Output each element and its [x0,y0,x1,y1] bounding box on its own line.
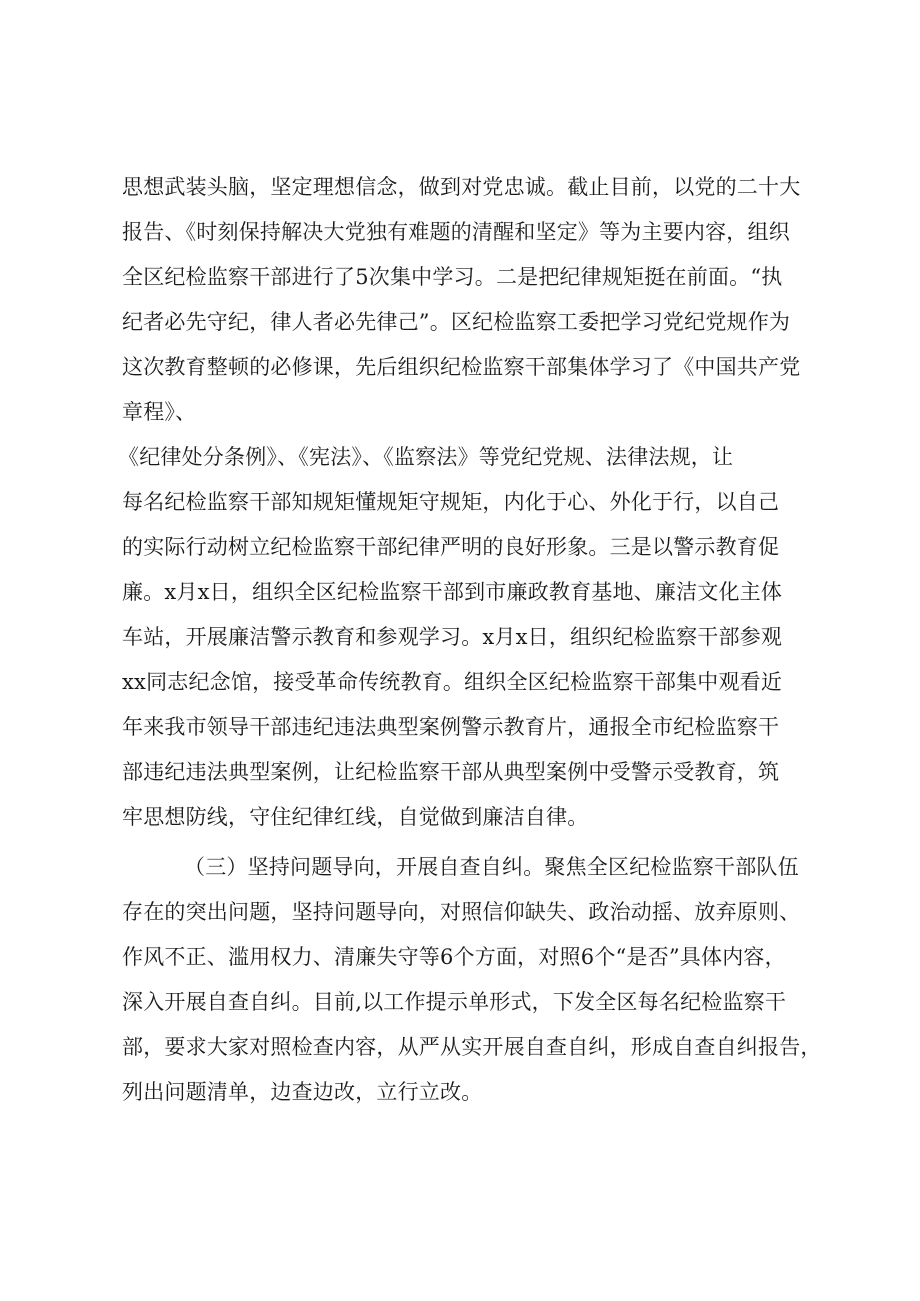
text-line: 存在的突出问题，坚持问题导向，对照信仰缺失、政治动摇、放弃原则、 [122,900,801,924]
text-line: 的实际行动树立纪检监察干部纪律严明的良好形象。三是以警示教育促 [122,535,780,559]
text-line: 列出问题清单，边查边改，立行立改。 [122,1080,483,1104]
text-line: 年来我市领导干部违纪违法典型案例警示教育片，通报全市纪检监察干 [122,715,780,739]
text-line: 全区纪检监察干部进行了5次集中学习。二是把纪律规矩挺在前面。“执 [122,265,783,289]
text-line: 报告、《时刻保持解决大党独有难题的清醒和坚定》等为主要内容，组织 [122,220,790,244]
text-line: 作风不正、滥用权力、清廉失守等6个方面，对照6个“是否”具体内容， [122,945,786,969]
section-heading-line: （三）坚持问题导向，开展自查自纠。聚焦全区纪检监察干部队伍 [184,855,799,879]
text-line: 这次教育整顿的必修课，先后组织纪检监察干部集体学习了《中国共产党 [122,355,801,379]
text-line: 《纪律处分条例》、《宪法》、《监察法》等党纪党规、法律法规，让 [118,445,734,469]
text-line: 部，要求大家对照检查内容，从严从实开展自查自纠，形成自查自纠报告， [122,1035,822,1059]
text-line: 纪者必先守纪，律人者必先律己”。区纪检监察工委把学习党纪党规作为 [122,310,791,334]
text-line: 牢思想防线，守住纪律红线，自觉做到廉洁自律。 [122,805,589,829]
text-line: 部违纪违法典型案例，让纪检监察干部从典型案例中受警示受教育，筑 [122,760,780,784]
text-line: 深入开展自查自纠。目前,以工作提示单形式，下发全区每名纪检监察干 [122,990,787,1014]
text-line: 章程》、 [122,400,197,424]
text-line: 车站，开展廉洁警示教育和参观学习。x月x日，组织纪检监察干部参观 [122,625,783,649]
text-line: 每名纪检监察干部知规矩懂规矩守规矩，内化于心、外化于行，以自己 [122,490,780,514]
text-line: 廉。x月x日，组织全区纪检监察干部到市廉政教育基地、廉洁文化主体 [122,580,783,604]
text-line: xx同志纪念馆，接受革命传统教育。组织全区纪检监察干部集中观看近 [122,670,783,694]
text-line: 思想武装头脑，坚定理想信念，做到对党忠诚。截止目前，以党的二十大 [122,175,801,199]
